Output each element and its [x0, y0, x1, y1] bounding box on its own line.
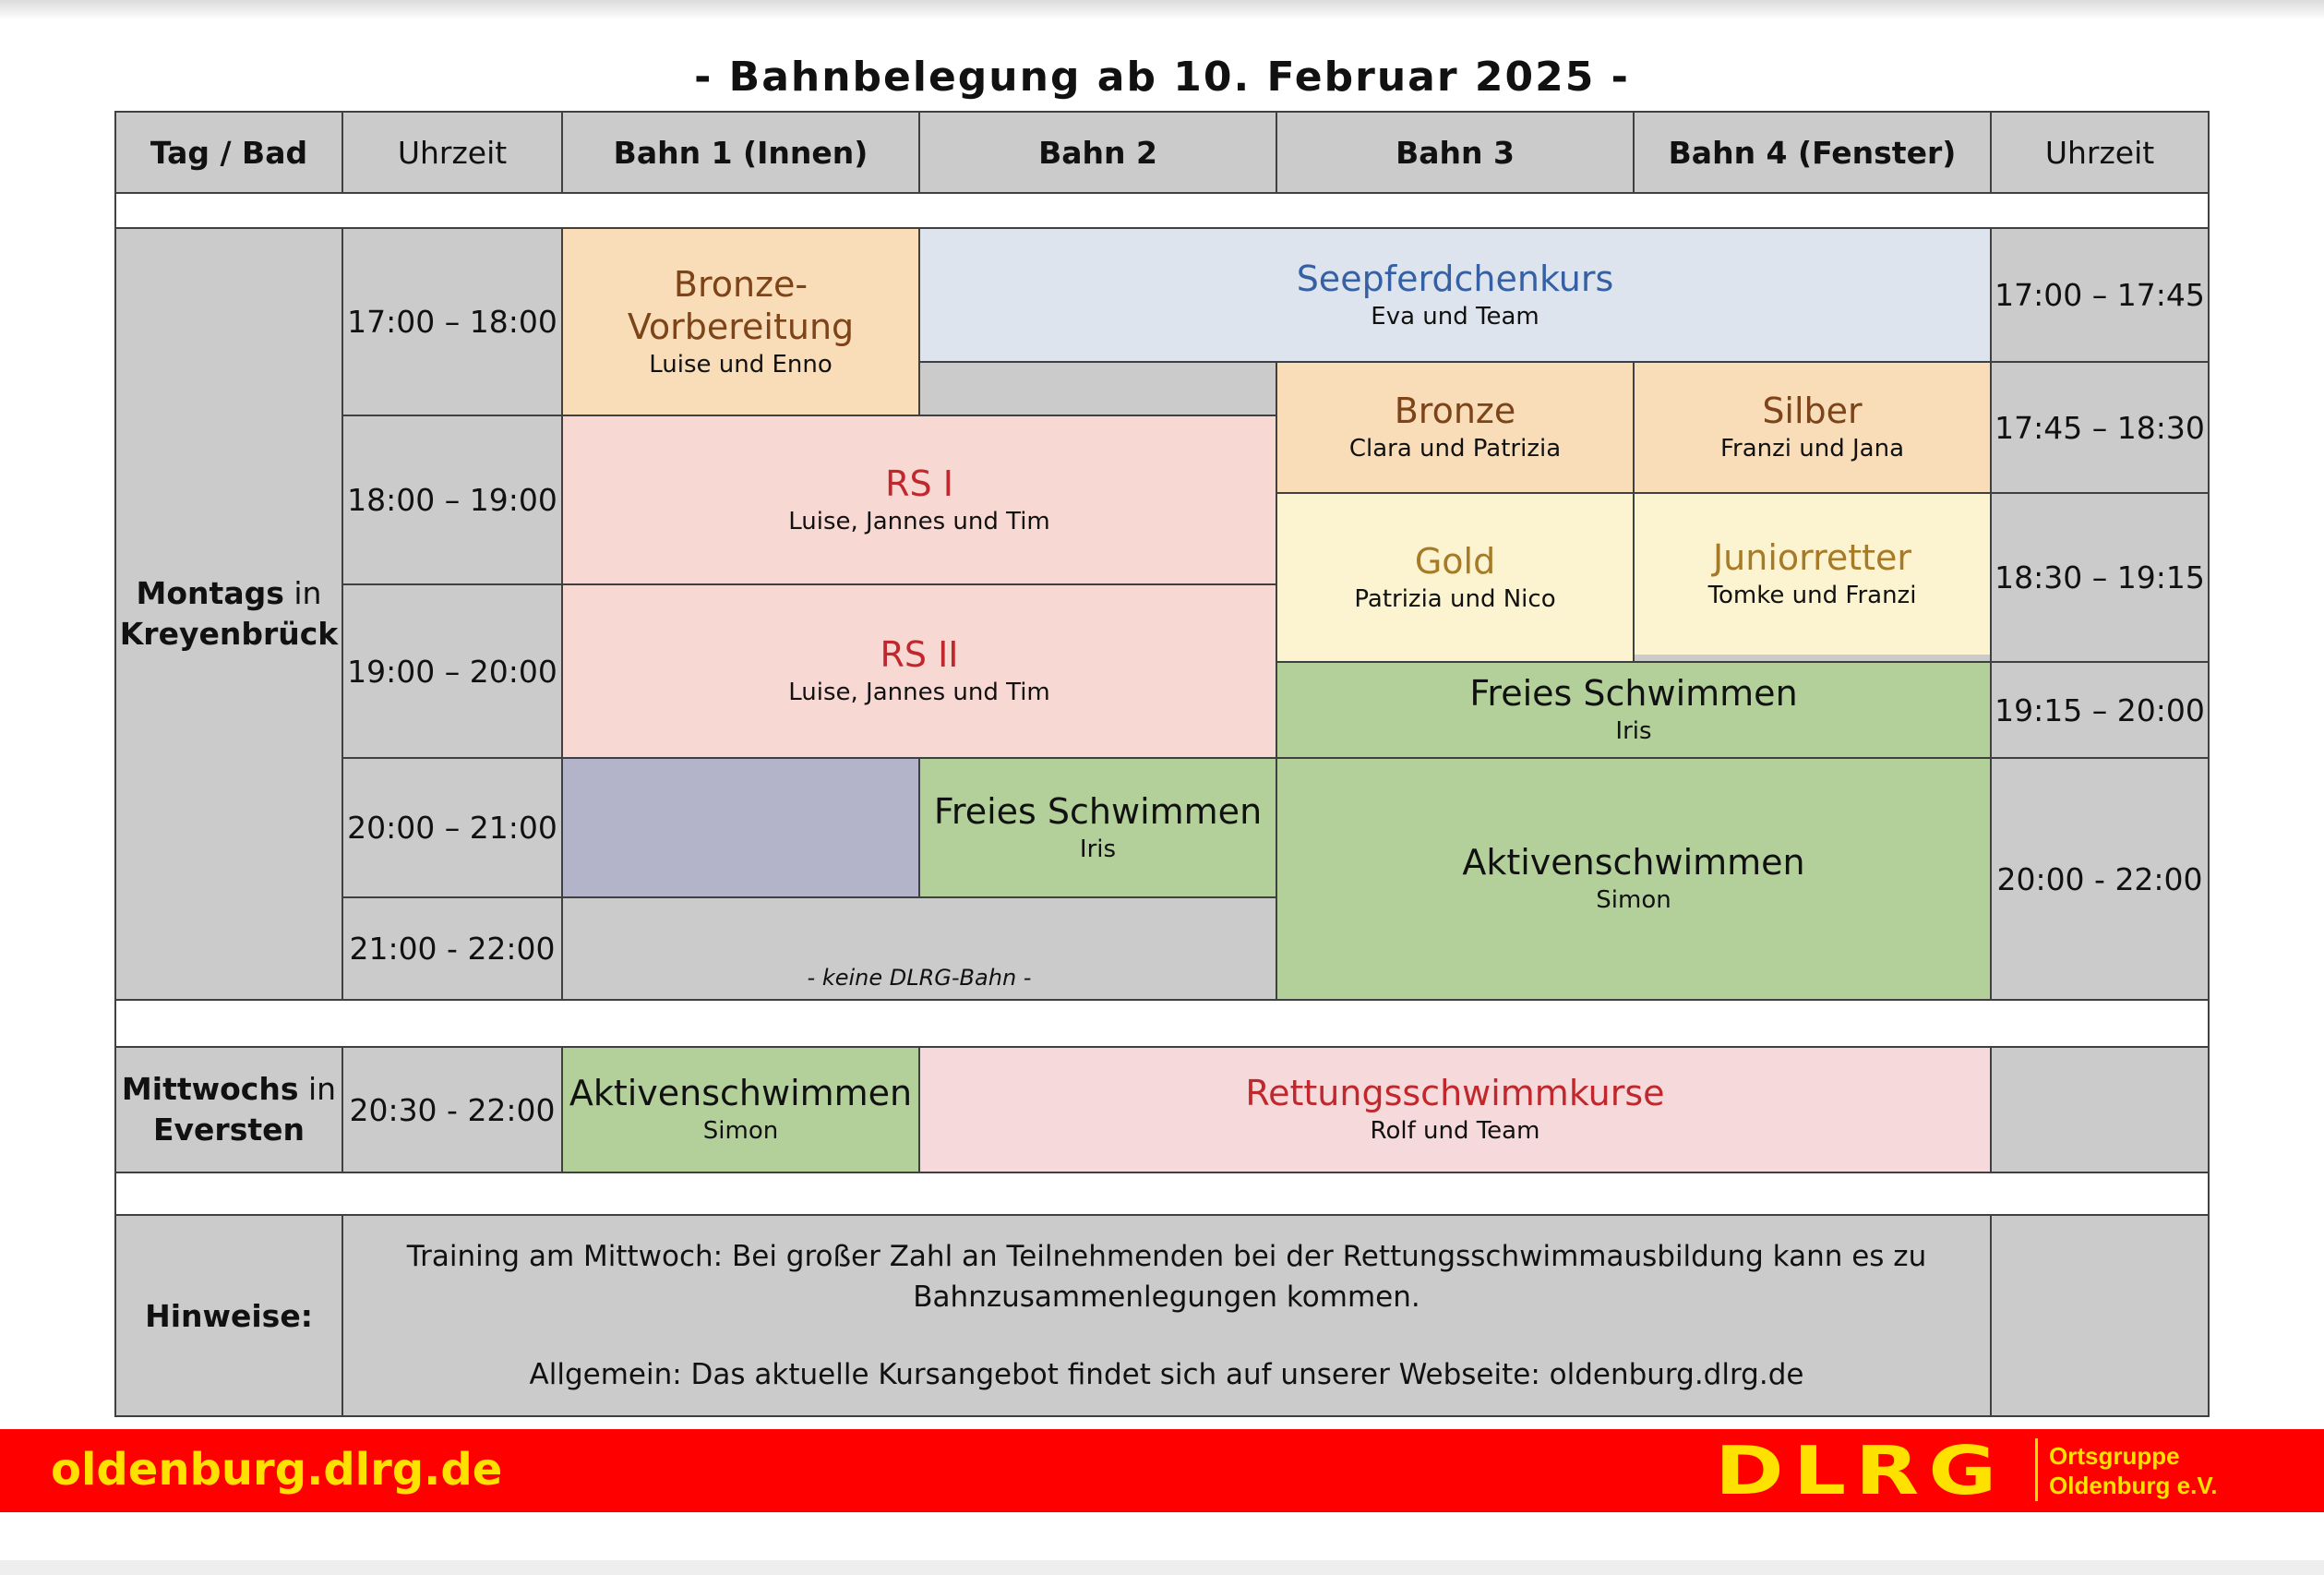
time-right-1830: 18:30 – 19:15	[1991, 493, 2209, 662]
wed-v-3	[918, 1046, 920, 1172]
course-title: Silber	[1762, 391, 1863, 431]
hr-208	[114, 192, 2210, 194]
time-left-2000: 20:00 – 21:00	[342, 758, 562, 897]
course-trainers: Tomke und Franzi	[1707, 581, 1917, 609]
course-aktivenschwimmen-monday	[1276, 758, 1991, 1000]
mon-v-l1l2-a	[918, 227, 920, 415]
course-bronze	[1276, 362, 1634, 493]
course-trainers: Eva und Team	[1371, 302, 1539, 331]
hr-1082	[114, 999, 2210, 1001]
hdr-div-3	[918, 111, 920, 193]
day-monday-in: in	[283, 575, 322, 611]
course-title: Rettungsschwimmkurse	[1245, 1073, 1665, 1113]
logo-org-line1: Ortsgruppe	[2049, 1442, 2180, 1470]
course-trainers: Simon	[702, 1117, 779, 1145]
outer-left	[114, 111, 116, 1417]
day-wednesday	[115, 1047, 342, 1172]
course-trainers: Luise, Jannes und Tim	[788, 679, 1050, 706]
course-trainers: Rolf und Team	[1370, 1117, 1540, 1145]
wed-v-2	[561, 1046, 563, 1172]
hdr-div-4	[1276, 111, 1277, 193]
day-monday-line1	[137, 573, 322, 614]
bottom-shade	[0, 1560, 2324, 1575]
course-trainers: Luise, Jannes und Tim	[788, 507, 1050, 535]
day-wednesday-line1	[122, 1069, 336, 1110]
course-rettungsschwimmkurse	[919, 1047, 1991, 1172]
time-left-2100: 21:00 - 22:00	[342, 897, 562, 1000]
course-title: Bronze	[1394, 391, 1516, 431]
course-title: RS II	[880, 634, 959, 675]
mon-h-tr-3	[1990, 661, 2210, 663]
notes-line-3: Allgemein: Das aktuelle Kursangebot findet sich auf unserer Webseite: oldenburg.dlrg.de	[529, 1358, 1804, 1391]
mon-v-l2l3	[1276, 361, 1277, 1000]
header-time-right: Uhrzeit	[1991, 112, 2209, 193]
course-title: Aktivenschwimmen	[1462, 842, 1805, 883]
course-rs1	[562, 415, 1276, 584]
time-left-1800: 18:00 – 19:00	[342, 415, 562, 584]
course-trainers: Luise und Enno	[649, 350, 833, 379]
notes-content	[342, 1215, 1991, 1416]
course-juniorretter	[1634, 493, 1991, 662]
outer-top	[114, 111, 2210, 113]
mon-h-tl-1	[341, 415, 563, 416]
course-freies-schwimmen-lane2	[919, 758, 1276, 897]
notes-empty-right	[1991, 1215, 2209, 1416]
dlrg-logo: DLRG	[1715, 1432, 2007, 1509]
hdr-div-2	[561, 111, 563, 193]
header-time-left: Uhrzeit	[342, 112, 562, 193]
header-lane-1: Bahn 1 (Innen)	[562, 112, 919, 193]
hr-1315	[114, 1214, 2210, 1216]
mon-h-tl-4	[341, 896, 563, 898]
mon-h-2000-bottom	[561, 896, 1277, 898]
course-title: Juniorretter	[1712, 536, 1912, 578]
logo-org-line2: Oldenburg e.V.	[2049, 1472, 2218, 1499]
course-trainers: Patrizia und Nico	[1354, 584, 1556, 613]
notes-line-2: Bahnzusammenlegungen kommen.	[913, 1280, 1420, 1314]
hr-1133	[114, 1046, 2210, 1048]
header-lane-2: Bahn 2	[919, 112, 1276, 193]
footer-website-link[interactable]: oldenburg.dlrg.de	[51, 1444, 503, 1496]
course-title: Freies Schwimmen	[1469, 673, 1798, 714]
course-trainers: Simon	[1596, 886, 1671, 914]
notes-v-1	[341, 1214, 343, 1416]
course-title: Seepferdchenkurs	[1296, 258, 1614, 299]
empty-lane1-2000	[562, 758, 919, 897]
mon-h-gold-bottom	[1276, 661, 1992, 663]
time-wednesday: 20:30 - 22:00	[342, 1047, 562, 1172]
header-lane-4: Bahn 4 (Fenster)	[1634, 112, 1991, 193]
mon-h-tl-2	[341, 583, 563, 585]
notes-label: Hinweise:	[115, 1215, 342, 1416]
mon-h-rs2-bottom	[561, 757, 1992, 759]
header-lane-3: Bahn 3	[1276, 112, 1634, 193]
mon-v-l3l4	[1633, 361, 1635, 662]
course-title: RS I	[885, 463, 953, 504]
notes-v-2	[1990, 1214, 1992, 1416]
mon-h-tr-4	[1990, 757, 2210, 759]
course-title: Gold	[1414, 540, 1496, 582]
no-dlrg-lane	[562, 897, 1276, 1000]
hdr-div-5	[1633, 111, 1635, 193]
course-freies-schwimmen-lane3-4	[1276, 662, 1991, 758]
header-day-bath: Tag / Bad	[115, 112, 342, 193]
day-monday-name: Montags	[136, 575, 284, 611]
mon-v-right	[1990, 227, 1992, 1000]
logo-separator	[2035, 1438, 2038, 1501]
mon-v-day	[341, 227, 343, 1000]
empty-lane2-1745	[919, 362, 1276, 415]
time-right-1700: 17:00 – 17:45	[1991, 228, 2209, 362]
day-wednesday-in: in	[298, 1071, 337, 1107]
mon-h-tr-2	[1990, 492, 2210, 494]
notes-line-1: Training am Mittwoch: Bei großer Zahl an Teilnehmenden bei der Rettungsschwimmausbildung kann es zu	[406, 1240, 1927, 1273]
hr-246	[114, 227, 2210, 229]
mon-h-seep-bottom	[918, 361, 1992, 363]
time-right-2000: 20:00 - 22:00	[1991, 758, 2209, 1000]
course-rs2	[562, 584, 1276, 758]
mon-h-tr-1	[1990, 361, 2210, 363]
day-monday-place: Kreyenbrück	[119, 616, 339, 652]
course-aktivenschwimmen-wednesday	[562, 1047, 919, 1172]
hdr-div-1	[341, 111, 343, 193]
course-gold	[1276, 493, 1634, 662]
course-silber	[1634, 362, 1991, 493]
hr-1269	[114, 1172, 2210, 1173]
hdr-div-6	[1990, 111, 1992, 193]
time-left-1900: 19:00 – 20:00	[342, 584, 562, 758]
mon-h-bv-bottom	[561, 415, 1277, 416]
course-trainers: Iris	[1615, 717, 1652, 745]
day-wednesday-name: Mittwochs	[121, 1071, 299, 1107]
mon-v-l1l2-b	[918, 757, 920, 897]
course-seepferdchenkurs	[919, 228, 1991, 362]
course-title: Bronze-Vorbereitung	[627, 263, 855, 347]
logo-org-name	[2049, 1441, 2218, 1500]
course-trainers: Franzi und Jana	[1719, 435, 1905, 463]
mon-h-tl-3	[341, 757, 563, 759]
day-wednesday-place: Eversten	[152, 1112, 305, 1148]
no-dlrg-lane-label: - keine DLRG-Bahn -	[807, 965, 1032, 991]
course-title: Freies Schwimmen	[933, 790, 1263, 832]
mon-v-time	[561, 227, 563, 1000]
top-shade	[0, 0, 2324, 20]
wed-v-4	[1990, 1046, 1992, 1172]
wed-v-1	[341, 1046, 343, 1172]
course-title: Aktivenschwimmen	[569, 1073, 913, 1113]
mon-h-bronze-bottom	[1276, 492, 1992, 494]
course-trainers: Clara und Patrizia	[1348, 435, 1562, 463]
page-title: - Bahnbelegung ab 10. Februar 2025 -	[694, 54, 1630, 101]
outer-right	[2208, 111, 2210, 1417]
course-trainers: Iris	[1079, 835, 1117, 863]
course-bronze-vorbereitung	[562, 228, 919, 415]
time-left-1700: 17:00 – 18:00	[342, 228, 562, 415]
mon-h-rs1-bottom	[561, 583, 1277, 585]
outer-bottom	[114, 1415, 2210, 1417]
day-monday	[115, 228, 342, 1000]
empty-wednesday-time-right	[1991, 1047, 2209, 1172]
time-right-1915: 19:15 – 20:00	[1991, 662, 2209, 758]
time-right-1745: 17:45 – 18:30	[1991, 362, 2209, 493]
